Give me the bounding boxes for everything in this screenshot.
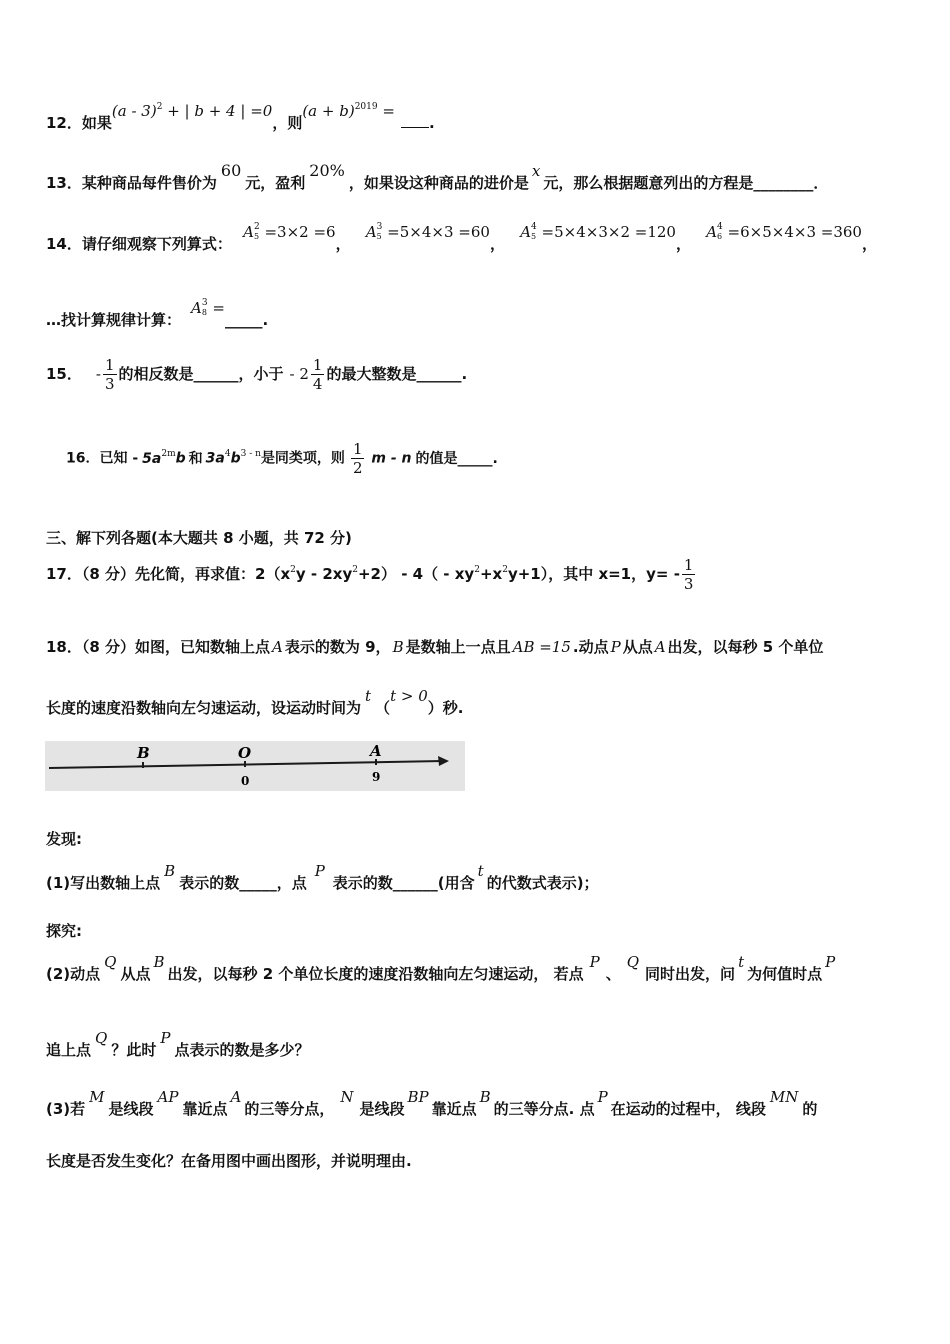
question-14-line2: …找计算规律计算：A 3 8 =_____.: [46, 297, 269, 329]
answer-blank: [401, 115, 429, 128]
question-15: 15． - $\frac{1}{3}$ 的相反数是______，小于 - 2 $\frac{1}{4}$ 的最大整数是______.: [46, 356, 468, 393]
label-B: B: [137, 744, 150, 762]
part-2-line2: 追上点Q？此时P点表示的数是多少？: [46, 1029, 310, 1059]
question-number: 12．: [46, 114, 82, 132]
section-heading: 三、解下列各题(本大题共 8 小题，共 72 分): [46, 529, 352, 547]
label-A: A: [370, 742, 382, 760]
fraction: $\frac{1}{4}$: [312, 356, 323, 393]
formula: A 4 5 =5×4×3×2 =120: [520, 221, 676, 241]
question-16: 16．已知 - $5a^{2m}b$ 和 $3a^4b^{3 - n}$是同类项，则 $\frac{1}{2}$ m - n 的值是_____.: [66, 440, 498, 477]
question-number: 15．: [46, 365, 82, 383]
question-12: 12．如果(a - 3)$^2$ + | b + 4 | =0，则$(a + b)^{2019}$ =.: [46, 102, 435, 132]
fraction: $\frac{1}{3}$: [683, 556, 694, 593]
question-number: 17．: [46, 565, 82, 583]
formula: A 3 5 =5×4×3 =60: [365, 221, 490, 241]
label-O: O: [238, 744, 252, 762]
formula: A 4 6 =6×5×4×3 =360: [706, 221, 862, 241]
question-13: 13．某种商品每件售价为60元，盈利20%，如果设这种商品的进价是x元，那么根据题意列出的方程是________．: [46, 161, 829, 192]
question-18: 18．（8 分）如图，已知数轴上点 A 表示的数为 9， B 是数轴上一点且 AB =15 .动点 P 从点 A 出发，以每秒 5 个单位: [46, 638, 824, 656]
question-number: 14．: [46, 235, 82, 253]
formula: A 2 5 =3×2 =6: [243, 221, 336, 241]
formula: (a + b): [302, 102, 355, 120]
question-number: 18．: [46, 638, 82, 656]
explore-heading: 探究:: [46, 922, 82, 940]
tick-label-9: 9: [372, 770, 381, 784]
formula: (a - 3): [111, 102, 157, 120]
fraction: $\frac{1}{2}$: [352, 440, 363, 477]
question-14: 14．请仔细观察下列算式： A 2 5 =3×2 =6， A 3 5 =5×4×3 =60， A 4 5 =5×4×3×2 =120， A 4 6 =6×5×4×3 =360，: [46, 221, 877, 253]
fraction: $\frac{1}{3}$: [104, 356, 115, 393]
question-17: 17．（8 分）先化简，再求值：$2(x^2y - 2xy^2+2) - 4( - xy^2+x^2y+1)$，其中 x=1，y= - $\frac{1}{3}$: [46, 556, 694, 593]
question-number: 13．: [46, 174, 82, 192]
part-1: (1)写出数轴上点B表示的数_____，点P表示的数______(用含t的代数式表示)；: [46, 862, 599, 892]
formula: A 3 8 =: [191, 297, 225, 317]
question-18-line2: 长度的速度沿数轴向左匀速运动，设运动时间为t（t > 0）秒.: [46, 687, 464, 717]
part-3-line2: 长度是否发生变化？在备用图中画出图形，并说明理由.: [46, 1152, 412, 1170]
part-2: (2)动点Q从点B出发，以每秒 2 个单位长度的速度沿数轴向左匀速运动， 若点P、Q同时出发，问t为何值时点P: [46, 953, 836, 983]
part-3: (3)若M是线段AP靠近点A的三等分点，N是线段BP靠近点B的三等分点. 点P在运动的过程中， 线段MN的: [46, 1088, 818, 1118]
number-line-figure: [45, 741, 465, 791]
question-number: 16．: [66, 450, 100, 467]
discover-heading: 发现:: [46, 830, 82, 848]
tick-label-0: 0: [241, 774, 250, 788]
number-line-svg: [45, 741, 465, 791]
